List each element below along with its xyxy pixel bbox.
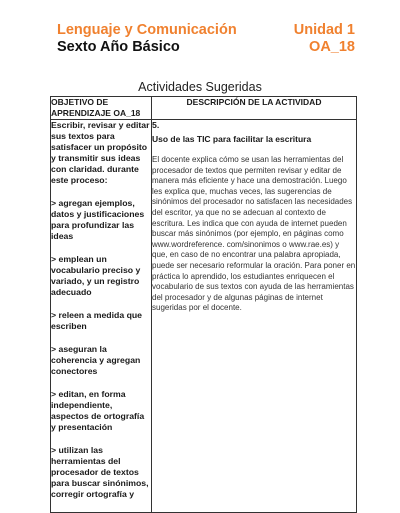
activity-cell bbox=[152, 120, 357, 513]
objective-item: Escribir, revisar y editar sus textos para satisfacer un propósito y transmitir sus ideas con claridad. durante este proceso: bbox=[51, 120, 150, 185]
objectives-cell bbox=[51, 120, 152, 513]
grade-title: Sexto Año Básico bbox=[57, 39, 180, 55]
objective-column-header: OBJETIVO DE APRENDIZAJE OA_18 bbox=[51, 97, 152, 120]
objective-item: > emplean un vocabulario preciso y variado, y un registro adecuado bbox=[51, 254, 141, 297]
header-right bbox=[294, 22, 355, 56]
activity-number: 5. bbox=[152, 120, 160, 130]
objective-item: > editan, en forma independiente, aspectos de ortografía y presentación bbox=[51, 389, 145, 432]
description-column-header: DESCRIPCIÓN DE LA ACTIVIDAD bbox=[152, 97, 357, 120]
table-row bbox=[51, 120, 357, 513]
objective-item: > utilizan las herramientas del procesador de textos para buscar sinónimos, corregir ortografía y bbox=[51, 445, 149, 499]
objective-item: > releen a medida que escriben bbox=[51, 310, 143, 331]
objective-item: > aseguran la coherencia y agregan conectores bbox=[51, 344, 141, 376]
section-title: Actividades Sugeridas bbox=[138, 80, 262, 94]
activities-table bbox=[50, 96, 357, 513]
unit-label: Unidad 1 bbox=[293, 22, 355, 38]
activity-title: Uso de las TIC para facilitar la escritura bbox=[152, 134, 312, 144]
activity-description: El docente explica cómo se usan las herramientas del procesador de textos que permiten revisar y editar de manera más eficiente y hace una demostración. Luego les explica que, muchas veces, las sugerencias de sinónimos del procesador no satisfacen las necesidades del escritor, ya que no se adecuan al contexto de escritura. Les indica que con ayuda de internet pueden buscar más sinónimos (por ejemplo, en páginas como www.wordreference. com/sinonimos o www.rae.es) y que, en caso de no encontrar una palabra apropiada, puede ser necesario reformular la oración. Para poner en práctica lo aprendido, los estudiantes enriquecen el vocabulario de sus textos con ayuda de las herramientas del procesador y de algunas páginas de internet sugeridas por el docente. bbox=[152, 155, 356, 313]
header-left bbox=[57, 22, 237, 56]
oa-label: OA_18 bbox=[309, 39, 355, 55]
table-header-row bbox=[51, 97, 357, 120]
objective-item: > agregan ejemplos, datos y justificaciones para profundizar las ideas bbox=[51, 198, 145, 241]
subject-title: Lenguaje y Comunicación bbox=[57, 22, 237, 38]
